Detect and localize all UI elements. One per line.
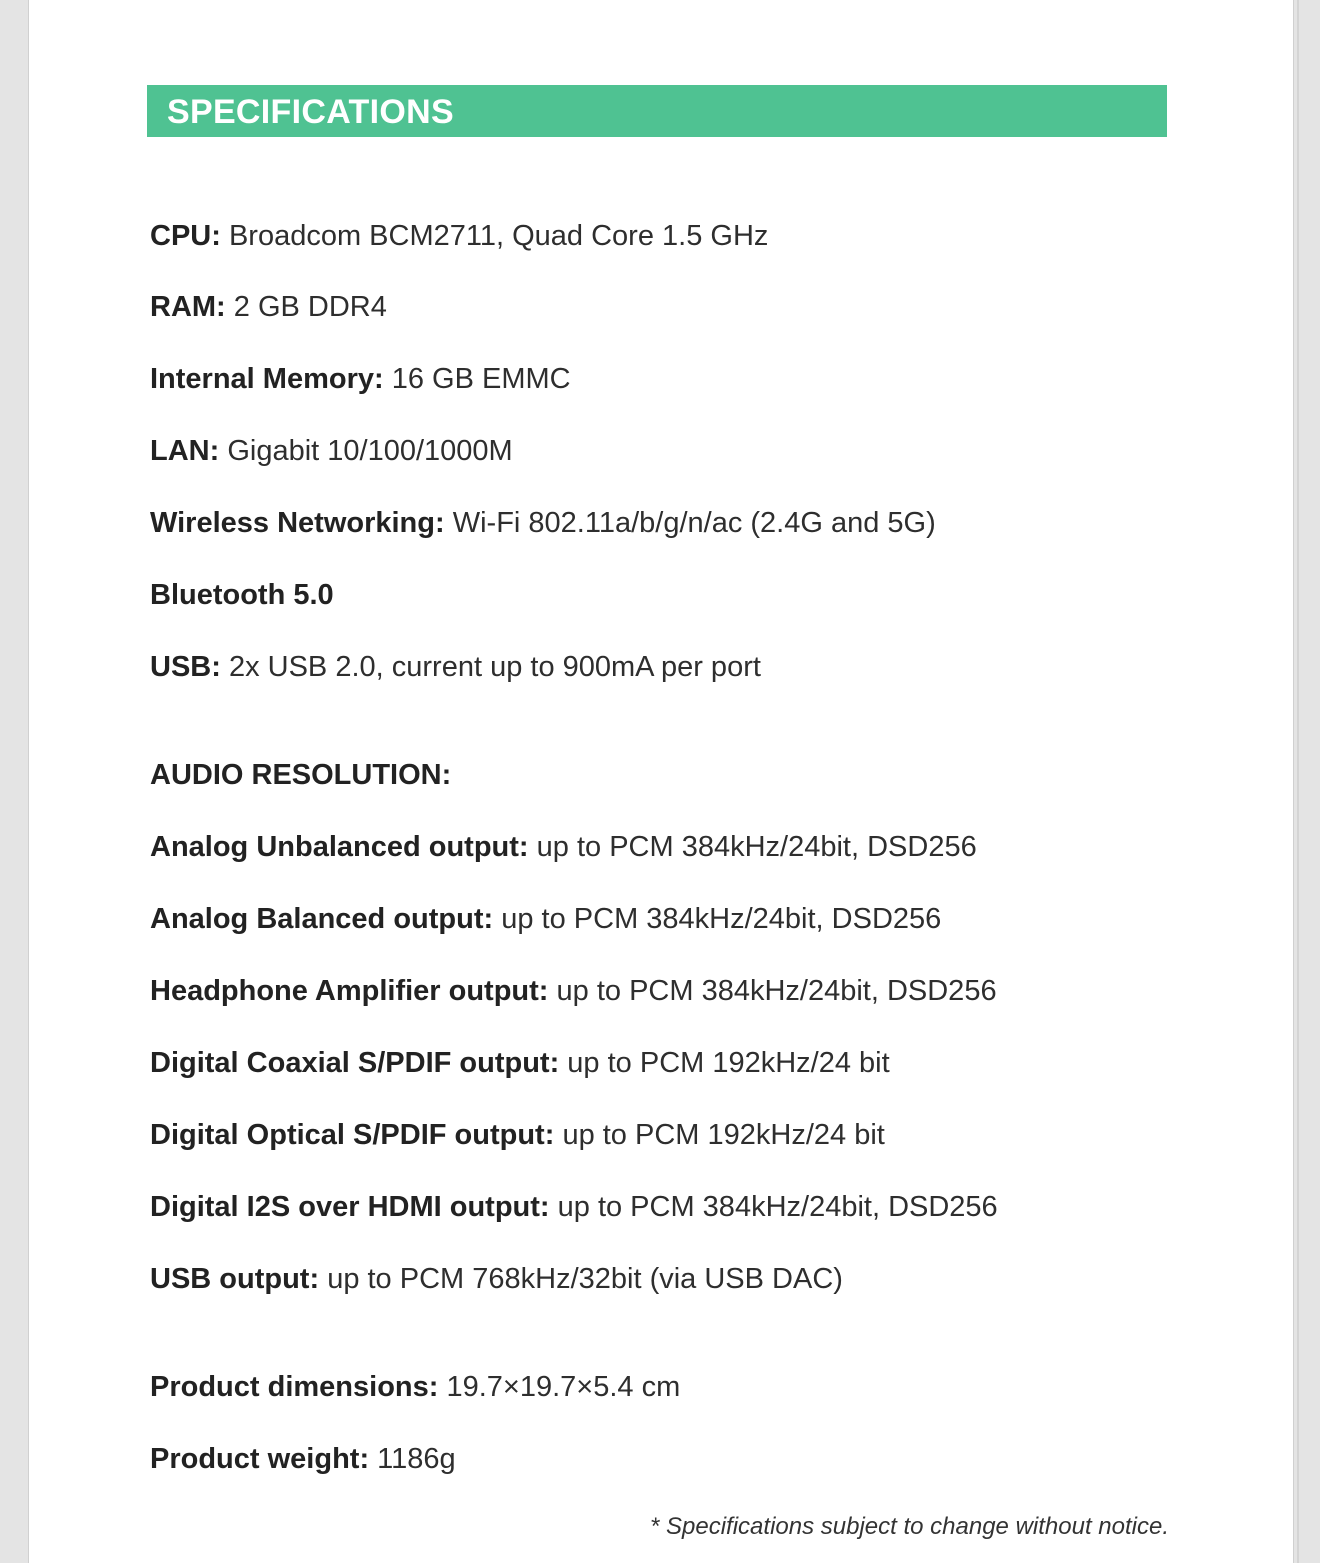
audio-resolution-heading: AUDIO RESOLUTION: (150, 759, 452, 791)
spec-label: RAM: (150, 291, 226, 323)
physical-row-dimensions (150, 1370, 680, 1404)
spec-label: LAN: (150, 435, 220, 467)
spec-value: up to PCM 192kHz/24 bit (562, 1119, 885, 1151)
spec-value: up to PCM 384kHz/24bit, DSD256 (501, 903, 942, 935)
spec-row-lan (150, 434, 513, 468)
spec-label: Analog Unbalanced output: (150, 831, 529, 863)
spec-label: Wireless Networking: (150, 507, 445, 539)
physical-row-weight (150, 1442, 456, 1476)
spec-value: up to PCM 384kHz/24bit, DSD256 (557, 1191, 998, 1223)
spec-label: Headphone Amplifier output: (150, 975, 549, 1007)
footnote: * Specifications subject to change without notice. (650, 1513, 1169, 1540)
spec-label: USB: (150, 651, 221, 683)
spec-value: Wi-Fi 802.11a/b/g/n/ac (2.4G and 5G) (452, 507, 936, 539)
spec-label: Digital Optical S/PDIF output: (150, 1119, 555, 1151)
spec-value: 16 GB EMMC (391, 363, 571, 395)
spec-label: Bluetooth 5.0 (150, 579, 334, 611)
spec-value: 2x USB 2.0, current up to 900mA per port (228, 651, 761, 683)
spec-value: up to PCM 768kHz/32bit (via USB DAC) (327, 1263, 843, 1295)
spec-row-ram (150, 290, 387, 324)
spec-label: Analog Balanced output: (150, 903, 494, 935)
spec-label: Digital I2S over HDMI output: (150, 1191, 550, 1223)
spec-label: Digital Coaxial S/PDIF output: (150, 1047, 560, 1079)
spec-label: CPU: (150, 220, 221, 252)
spec-value: Broadcom BCM2711, Quad Core 1.5 GHz (228, 220, 769, 252)
audio-row-i2s-hdmi (150, 1190, 998, 1224)
spec-row-cpu (150, 219, 768, 253)
spec-value: 2 GB DDR4 (233, 291, 387, 323)
spec-value: up to PCM 384kHz/24bit, DSD256 (556, 975, 997, 1007)
spec-value: Gigabit 10/100/1000M (227, 435, 513, 467)
spec-value: up to PCM 192kHz/24 bit (567, 1047, 890, 1079)
spec-label: USB output: (150, 1263, 320, 1295)
spec-row-wireless (150, 506, 936, 540)
spec-row-bluetooth (150, 578, 334, 612)
audio-row-headphone (150, 974, 997, 1008)
scrollbar-edge (1297, 0, 1299, 1563)
spec-value: up to PCM 384kHz/24bit, DSD256 (536, 831, 977, 863)
specifications-header (147, 85, 1167, 137)
audio-row-analog-balanced (150, 902, 941, 936)
spec-row-usb (150, 650, 761, 684)
audio-row-usb-output (150, 1262, 843, 1296)
audio-row-optical (150, 1118, 885, 1152)
audio-row-coaxial (150, 1046, 890, 1080)
spec-value: 19.7×19.7×5.4 cm (446, 1371, 681, 1403)
spec-label: Product dimensions: (150, 1371, 439, 1403)
spec-label: Product weight: (150, 1443, 370, 1475)
spec-label: Internal Memory: (150, 363, 384, 395)
page-title: SPECIFICATIONS (167, 93, 454, 131)
audio-row-analog-unbalanced (150, 830, 977, 864)
spec-row-internal-memory (150, 362, 571, 396)
spec-value: 1186g (377, 1443, 456, 1475)
